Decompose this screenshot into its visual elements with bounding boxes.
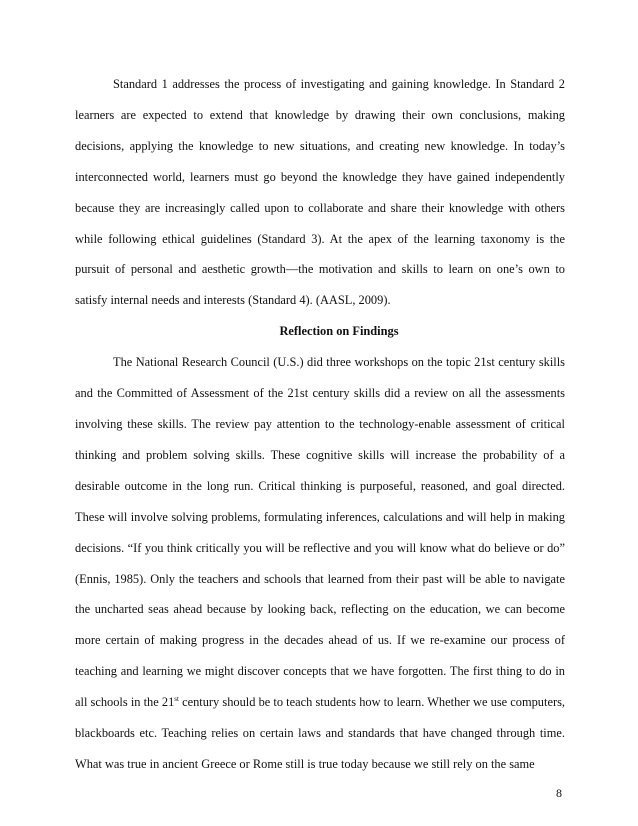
page-number: 8 — [556, 786, 562, 800]
paragraph-standards: Standard 1 addresses the process of investigating and gaining knowledge. In Standard 2 learners are expected to extend that knowledge by drawing their own conclusions, making decisions, applying the knowledge to new situations, and creating new knowledge. In today’s interconnected world, learners must go beyond the knowledge they have gained independently because they are increasingly called upon to collaborate and share their knowledge with others while following ethical guidelines (Standard 3). At the apex of the learning taxonomy is the pursuit of personal and aesthetic growth—the motivation and skills to learn on one’s own to satisfy internal needs and interests (Standard 4). (AASL, 2009). — [75, 77, 565, 308]
paragraph-reflection — [75, 347, 565, 780]
section-heading: Reflection on Findings — [279, 324, 399, 339]
superscript-st: st — [174, 695, 179, 703]
page-body — [75, 69, 565, 780]
paragraph-reflection-text-1: The National Research Council (U.S.) did three workshops on the topic 21st century skills and the Committed of Assessment of the 21st century skills did a review on all the assessments involving these skills. The review pay attention to the technology-enable assessment of critical thinking and problem solving skills. These cognitive skills will increase the probability of a desirable outcome in the long run. Critical thinking is purposeful, reasoned, and goal directed. These will involve solving problems, formulating inferences, calculations and will help in making decisions. “If you think critically you will be reflective and you will know what do believe or do” (Ennis, 1985). Only the teachers and schools that learned from their past will be able to navigate the uncharted seas ahead because by looking back, reflecting on the education, we can become more certain of making progress in the decades ahead of us. If we re-examine our process of teaching and learning we might discover concepts that we have forgotten. The first thing to do in all schools in the 21 — [75, 355, 565, 710]
paragraph-reflection-text-2: century should be to teach students how to learn. Whether we use computers, blackboards etc. Teaching relies on certain laws and standards that have changed through time. What was true in ancient Greece or Rome still is true today because we still rely on the same — [75, 695, 565, 771]
